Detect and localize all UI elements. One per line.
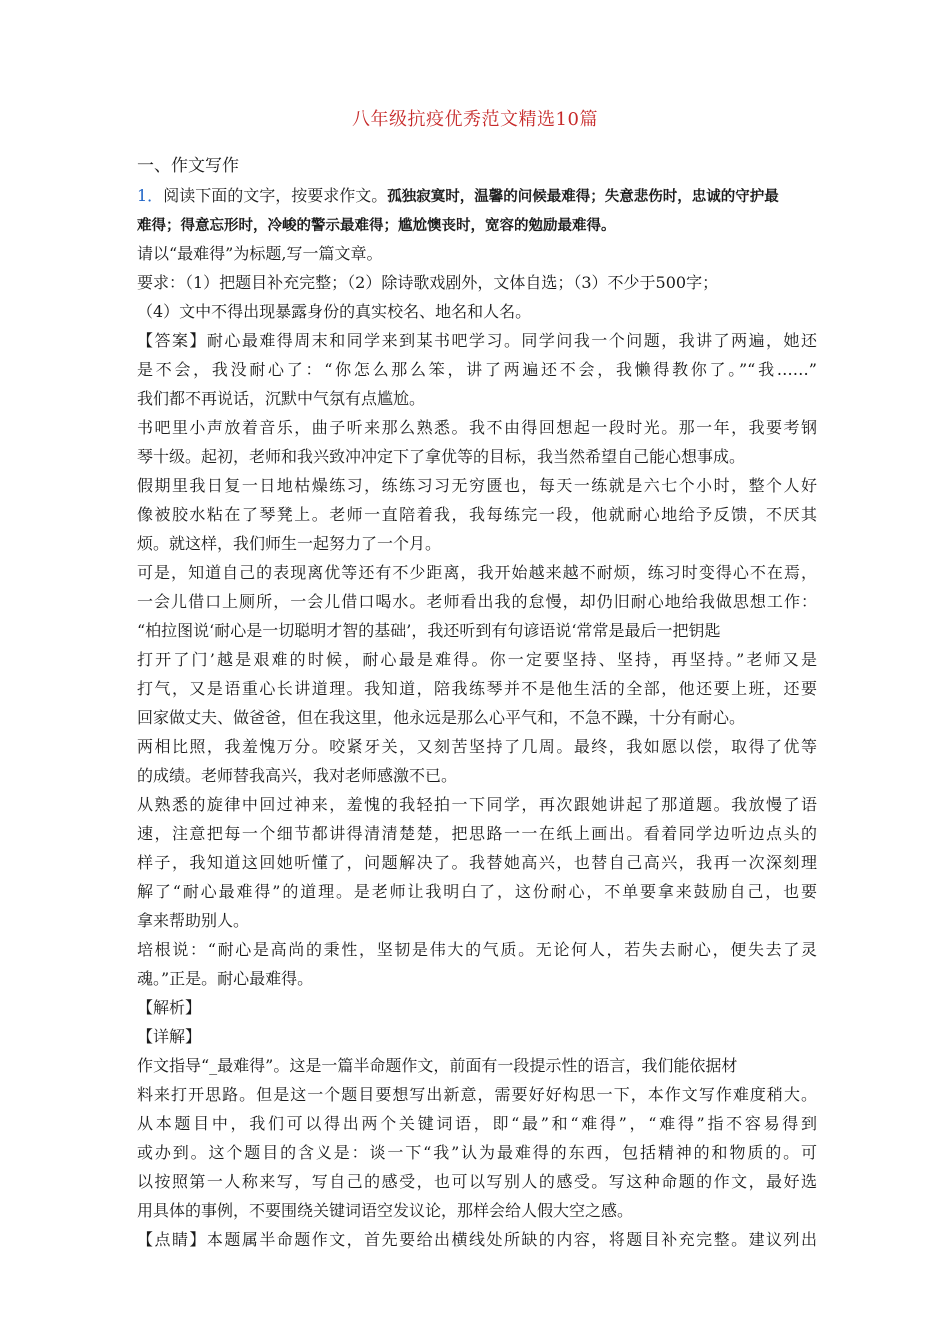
document-body bbox=[137, 181, 817, 1254]
answer-line: 魂。”正是。耐心最难得。 bbox=[137, 969, 314, 988]
analysis-line: 或办到。这个题目的含义是：谈一下“我”认为最难得的东西，包括精神的和物质的。可 bbox=[137, 1143, 817, 1162]
answer-line: 从熟悉的旋律中回过神来，羞愧的我轻拍一下同学，再次跟她讲起了那道题。我放慢了语 bbox=[137, 795, 817, 814]
answer-line: 回家做丈夫、做爸爸，但在我这里，他永远是那么心平气和，不急不躁，十分有耐心。 bbox=[137, 708, 746, 727]
answer-line: 样子，我知道这回她听懂了，问题解决了。我替她高兴，也替自己高兴，我再一次深刻理 bbox=[137, 853, 817, 872]
answer-line: 两相比照，我羞愧万分。咬紧牙关，又刻苦坚持了几周。最终，我如愿以偿，取得了优等 bbox=[137, 737, 817, 756]
analysis-line: 作文指导“_最难得”。这是一篇半命题作文，前面有一段提示性的语言，我们能依据材 bbox=[137, 1056, 738, 1075]
answer-line: 琴十级。起初，老师和我兴致冲冲定下了拿优等的目标，我当然希望自己能心想事成。 bbox=[137, 447, 746, 466]
answer-line: 解了“耐心最难得”的道理。是老师让我明白了，这份耐心，不单要拿来鼓励自己，也要 bbox=[137, 882, 817, 901]
answer-line: “柏拉图说‘耐心是一切聪明才智的基础’，我还听到有句谚语说‘常常是最后一把钥匙 bbox=[137, 621, 721, 640]
answer-line: 是不会，我没耐心了：“你怎么那么笨，讲了两遍还不会，我懒得教你了。”“我……” bbox=[137, 360, 817, 379]
answer-line: 速，注意把每一个细节都讲得清清楚楚，把思路一一在纸上画出。看着同学边听边点头的 bbox=[137, 824, 817, 843]
answer-line: 可是，知道自己的表现离优等还有不少距离，我开始越来越不耐烦，练习时变得心不在焉， bbox=[137, 563, 817, 582]
detail-label: 【详解】 bbox=[137, 1027, 202, 1046]
question-line bbox=[137, 181, 817, 210]
analysis-line: 料来打开思路。但是这一个题目要想写出新意，需要好好构思一下，本作文写作难度稍大。 bbox=[137, 1085, 817, 1104]
tip-line: 【点睛】本题属半命题作文，首先要给出横线处所缺的内容，将题目补充完整。建议列出 bbox=[137, 1230, 817, 1249]
question-prompt: 请以“最难得”为标题,写一篇文章。 bbox=[137, 244, 383, 263]
analysis-line: 以按照第一人称来写，写自己的感受，也可以写别人的感受。写这种命题的作文，最好选 bbox=[137, 1172, 817, 1191]
question-intro: 阅读下面的文字，按要求作文。 bbox=[163, 186, 388, 205]
analysis-block bbox=[137, 1051, 817, 1254]
question-number: 1． bbox=[137, 186, 164, 205]
page-title: 八年级抗疫优秀范文精选10篇 bbox=[352, 109, 598, 130]
analysis-line: 从本题目中，我们可以得出两个关键词语，即“最”和“难得”，“难得”指不容易得到 bbox=[137, 1114, 817, 1133]
question-line bbox=[137, 210, 817, 239]
answer-line: 我们都不再说话，沉默中气氛有点尴尬。 bbox=[137, 389, 426, 408]
answer-line: 【答案】耐心最难得周末和同学来到某书吧学习。同学问我一个问题，我讲了两遍，她还 bbox=[137, 331, 817, 350]
answer-line: 的成绩。老师替我高兴，我对老师感激不已。 bbox=[137, 766, 458, 785]
question-material-1: 孤独寂寞时，温馨的问候最难得；失意悲伤时，忠诚的守护最 bbox=[387, 189, 779, 205]
answer-line: 打开了门’越是艰难的时候，耐心最是难得。你一定要坚持、坚持，再坚持。”老师又是 bbox=[137, 650, 817, 669]
answer-line: 拿来帮助别人。 bbox=[137, 911, 250, 930]
answer-line: 一会儿借口上厕所，一会儿借口喝水。老师看出我的怠慢，却仍旧耐心地给我做思想工作： bbox=[137, 592, 817, 611]
question-material-2: 难得；得意忘形时，冷峻的警示最难得；尴尬懊丧时，宽容的勉励最难得。 bbox=[137, 218, 616, 234]
answer-line: 书吧里小声放着音乐，曲子听来那么熟悉。我不由得回想起一段时光。那一年，我要考钢 bbox=[137, 418, 817, 437]
answer-line: 烦。就这样，我们师生一起努力了一个月。 bbox=[137, 534, 442, 553]
answer-block bbox=[137, 326, 817, 993]
answer-line: 假期里我日复一日地枯燥练习，练练习习无穷匮也，每天一练就是六七个小时，整个人好 bbox=[137, 476, 817, 495]
section-heading: 一、作文写作 bbox=[137, 156, 239, 176]
analysis-line: 用具体的事例，不要围绕关键词语空发议论，那样会给人假大空之感。 bbox=[137, 1201, 634, 1220]
requirement-line: （4）文中不得出现暴露身份的真实校名、地名和人名。 bbox=[137, 302, 532, 321]
answer-line: 像被胶水粘在了琴凳上。老师一直陪着我，我每练完一段，他就耐心地给予反馈，不厌其 bbox=[137, 505, 817, 524]
answer-line: 培根说：“耐心是高尚的秉性，坚韧是伟大的气质。无论何人，若失去耐心，便失去了灵 bbox=[137, 940, 817, 959]
answer-line: 打气，又是语重心长讲道理。我知道，陪我练琴并不是他生活的全部，他还要上班，还要 bbox=[137, 679, 817, 698]
analysis-label: 【解析】 bbox=[137, 998, 202, 1017]
requirement-line: 要求：（1）把题目补充完整；（2）除诗歌戏剧外，文体自选；（3）不少于500字； bbox=[137, 273, 719, 292]
